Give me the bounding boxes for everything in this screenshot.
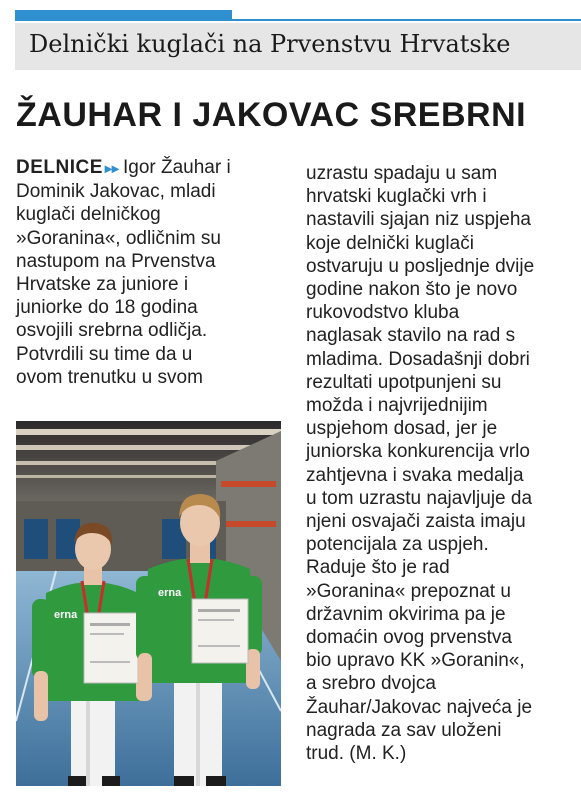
body-line: Potvrdili su time da u [16,343,193,365]
body-line: potencijala za uspjeh. [306,534,489,556]
body-line: Dominik Jakovac, mladi [16,181,216,203]
body-line: u tom uzrastu najavljuje da [306,487,533,509]
body-line: juniorska konkurencija vrlo [306,441,530,463]
body-line: domaćin ovog prvenstva [306,627,512,649]
body-line: zahtjevna i svaka medalja [306,464,524,486]
headline: ŽAUHAR I JAKOVAC SREBRNI [16,96,527,134]
double-arrow-icon: ▸▸ [104,160,119,176]
body-line: naglasak stavilo na rad s [306,325,516,347]
body-line: godine nakon što je novo [306,279,518,301]
body-line: uzrastu spadaju u sam [306,163,498,184]
body-line: kuglači delničkog [16,204,161,226]
body-line: Igor Žauhar i [122,157,231,178]
body-line: Raduje što je rad [306,557,450,579]
body-line: nagrada za sav uloženi [306,719,502,741]
body-line: Hrvatske za juniore i [16,274,189,296]
kicker-text: Delnički kuglači na Prvenstvu Hrvatske [29,30,511,58]
body-line: hrvatski kuglački vrh i [306,186,487,208]
jersey-logo-right: erna [158,587,182,599]
first-line [16,156,281,180]
kicker-band [15,23,581,70]
body-line: njeni osvajači zaista imaju [306,511,526,533]
body-line: uspjehom dosad, jer je [306,418,498,440]
jersey-logo-left: erna [54,609,78,621]
article-column-2 [306,162,570,765]
section-rule [15,19,581,21]
body-line: mladima. Dosadašnji dobri [306,348,530,370]
section-accent-bar [15,10,232,19]
body-line: ostvaruju u posljednje dvije [306,255,535,277]
body-line: ovom trenutku u svom [16,366,203,388]
body-line: »Goranina« prepoznat u [306,580,511,602]
photo-two-bowlers-with-medals [16,421,281,786]
article-column-1 [16,156,281,389]
body-line: »Goranina«, odličnim su [16,227,221,249]
body-line: možda i najvrijednijim [306,395,488,417]
dateline: DELNICE [16,157,103,178]
body-line: trud. (M. K.) [306,743,407,765]
body-line: rukovodstvo kluba [306,302,460,324]
body-line: a srebro dvojca [306,673,436,695]
body-line: juniorke do 18 godina [16,297,198,319]
body-line: koje delnički kuglači [306,232,474,254]
body-line: rezultati upotpunjeni su [306,371,502,393]
news-photo [16,421,281,786]
body-line: nastupom na Prvenstva [16,250,216,272]
body-line: državnim okvirima pa je [306,603,506,625]
body-line: Žauhar/Jakovac najveća je [306,696,533,718]
body-line: nastavili sjajan niz uspjeha [306,209,531,231]
body-line: osvojili srebrna odličja. [16,320,208,342]
body-line: bio upravo KK »Goranin«, [306,650,525,672]
